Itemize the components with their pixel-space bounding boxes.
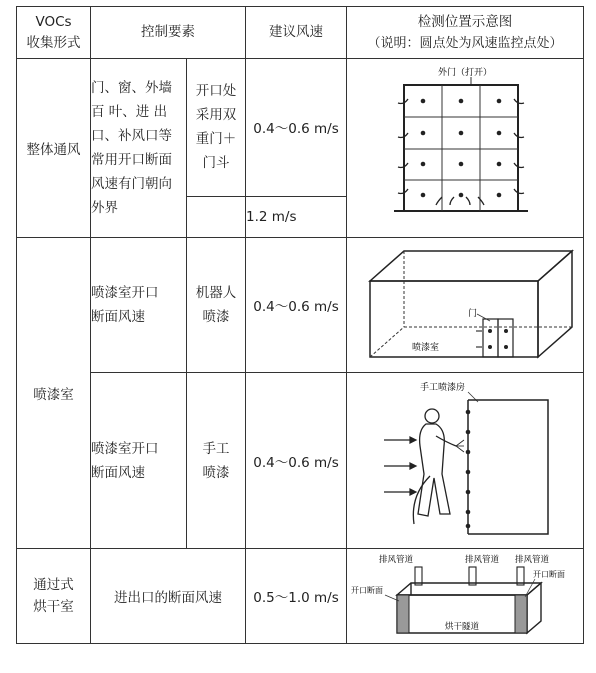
sub-empty: [187, 196, 246, 237]
opening-label-right: 开口断面: [533, 570, 565, 579]
speed-spray-robot: 0.4～0.6 m/s: [246, 238, 347, 373]
type-drying-room: [17, 549, 91, 644]
sub-line: 喷漆: [202, 464, 230, 481]
door-label: 门: [468, 308, 478, 319]
speed-spray-manual: 0.4～0.6 m/s: [246, 373, 347, 549]
sub-line: 开口处: [195, 83, 237, 100]
element-line: 门、窗、外墙: [91, 80, 172, 96]
sub-line: 喷漆: [202, 309, 230, 325]
element-line: 断面风速: [91, 464, 145, 481]
spray-mist: [456, 440, 464, 452]
header-suggested-speed: 建议风速: [246, 7, 347, 59]
whole-ventilation-diagram: [350, 59, 580, 233]
sub-line: 门斗: [202, 155, 230, 172]
speed-whole-1: 0.4～0.6 m/s: [246, 59, 347, 197]
sub-line: 机器人: [195, 285, 237, 301]
diagram-drying-room: [347, 549, 584, 644]
airflow-arrows: [398, 99, 524, 205]
door-panels: [483, 319, 513, 357]
element-line: 外界: [91, 200, 118, 216]
diagram-spray-manual: [347, 373, 584, 549]
sub-line: 手工: [202, 440, 230, 457]
airflow-arrows: [384, 437, 416, 495]
speed-whole-2: 1.2 m/s: [246, 196, 347, 237]
table-header-row: [17, 7, 584, 59]
pipe-label-1: 排风管道: [379, 555, 414, 565]
header-vocs-text: VOCs: [35, 13, 72, 30]
table-row-spray-manual: [17, 373, 584, 549]
vocs-collection-table: [16, 6, 584, 644]
outer-door-label: 外门（打开）: [438, 68, 493, 78]
table-row-whole-a: [17, 59, 584, 197]
header-control-elements: 控制要素: [91, 7, 246, 59]
spray-room-box: [370, 251, 572, 357]
element-whole: [91, 59, 187, 238]
type-spray-room: 喷漆室: [17, 238, 91, 549]
label-leader: [525, 579, 535, 597]
element-line: 百 叶、进 出: [91, 104, 168, 120]
robot-spray-diagram: [350, 241, 580, 366]
monitor-points: [421, 99, 502, 198]
element-line: 喷漆室开口: [91, 285, 159, 301]
airflow-arrows: [476, 331, 482, 347]
pipe-label-2: 排风管道: [465, 555, 500, 565]
table-row-spray-robot: [17, 238, 584, 373]
type-line: 通过式: [33, 577, 74, 593]
type-line: 烘干室: [33, 599, 74, 615]
door-frame: [404, 85, 518, 211]
sub-manual-spray: [187, 373, 246, 549]
speed-drying: 0.5～1.0 m/s: [246, 549, 347, 644]
exit-opening: [515, 595, 527, 633]
table-row-drying: [17, 549, 584, 644]
diagram-whole-ventilation: [347, 59, 584, 238]
element-spray-manual: [91, 373, 187, 549]
hidden-edges: [370, 251, 572, 357]
element-line: 断面风速: [91, 309, 145, 325]
element-line: 口、补风口等: [91, 128, 172, 144]
opening-label-left: 开口断面: [351, 586, 383, 595]
booth-outline: [468, 400, 548, 534]
header-form-text: 收集形式: [26, 34, 81, 51]
diagram-spray-robot: [347, 238, 584, 373]
header-diagram-note: （说明：圆点处为风速监控点处）: [367, 35, 563, 51]
sub-line: 重门＋: [195, 131, 237, 148]
worker-figure: [413, 409, 456, 524]
sub-robot-spray: [187, 238, 246, 373]
tunnel-label: 烘干隧道: [445, 622, 480, 632]
drying-tunnel-diagram: [349, 549, 581, 639]
element-drying: 进出口的断面风速: [91, 549, 246, 644]
header-diagram-title: 检测位置示意图: [417, 13, 513, 30]
header-vocs-form: [17, 7, 91, 59]
element-spray-robot: [91, 238, 187, 373]
element-line: 风速有门朝向: [91, 176, 172, 192]
pipe-label-3: 排风管道: [515, 555, 550, 565]
manual-spray-diagram: [350, 376, 580, 541]
sub-double-door: [187, 59, 246, 197]
type-whole-ventilation: 整体通风: [17, 59, 91, 238]
element-line: 喷漆室开口: [91, 440, 159, 457]
sub-line: 采用双: [195, 107, 237, 124]
manual-booth-label: 手工喷漆房: [420, 383, 466, 393]
exhaust-pipes: [415, 567, 524, 585]
header-location-diagram: [347, 7, 584, 59]
element-line: 常用开口断面: [91, 152, 172, 168]
spray-room-label: 喷漆室: [412, 342, 440, 353]
